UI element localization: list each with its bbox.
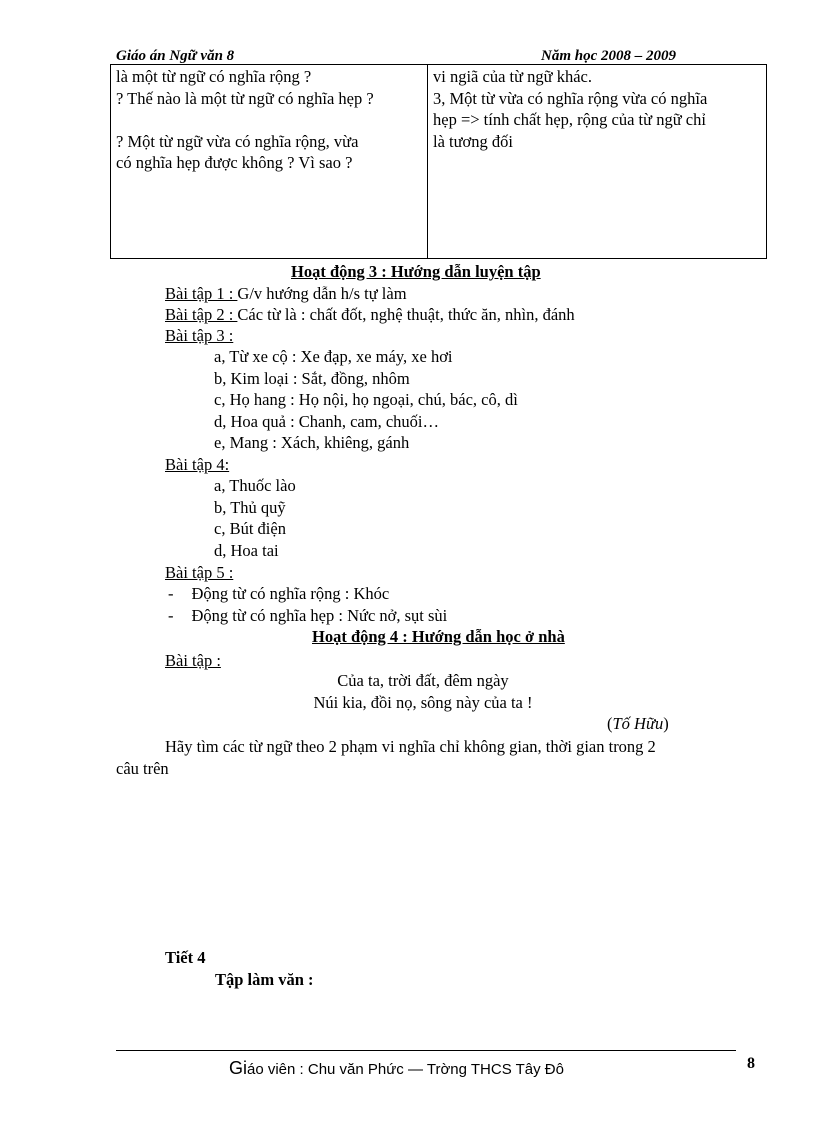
lesson-subject: Tập làm văn :: [215, 970, 314, 989]
table-right-line: là tương đối: [433, 131, 513, 151]
poem: [0, 670, 816, 713]
table-divider: [427, 64, 428, 259]
table-left-line: ? Một từ ngữ vừa có nghĩa rộng, vừa: [116, 131, 359, 151]
exercise-5-label: Bài tập 5 :: [165, 563, 234, 582]
list-item: c, Họ hang : Họ nội, họ ngoại, chú, bác, cô, dì: [214, 390, 518, 409]
activity4-title: Hoạt động 4 : Hướng dẫn học ở nhà: [312, 627, 565, 646]
homework-task-line-1: Hãy tìm các từ ngữ theo 2 phạm vi nghĩa chỉ không gian, thời gian trong 2: [165, 737, 656, 756]
exercise-1-label: Bài tập 1 :: [165, 284, 238, 303]
exercise-1-text: G/v hướng dẫn h/s tự làm: [237, 284, 407, 303]
lesson-period: Tiết 4: [165, 948, 206, 967]
footer-teacher: Giáo viên : Chu văn Phức — Trờng THCS Tây Đô: [229, 1058, 564, 1078]
list-item: d, Hoa quả : Chanh, cam, chuối…: [214, 411, 439, 431]
table-left-cell: [116, 66, 374, 174]
table-left-line: [116, 109, 374, 131]
poem-line: Của ta, trời đất, đêm ngày: [337, 671, 509, 690]
table-left-line: có nghĩa hẹp được không ? Vì sao ?: [116, 153, 353, 172]
table-right-line: hẹp => tính chất hẹp, rộng của từ ngữ chỉ: [433, 110, 706, 129]
homework-label: Bài tập :: [165, 651, 221, 670]
list-item: b, Kim loại : Sắt, đồng, nhôm: [214, 368, 410, 388]
header-rule: [110, 64, 766, 65]
table-left-line: là một từ ngữ có nghĩa rộng ?: [116, 67, 312, 86]
header-left: Giáo án Ngữ văn 8: [116, 48, 235, 64]
table-left-line: ? Thế nào là một từ ngữ có nghĩa hẹp ?: [116, 88, 374, 108]
exercise-2-text: Các từ là : chất đốt, nghệ thuật, thức ăn, nhìn, đánh: [237, 305, 575, 324]
footer-rule: [116, 1050, 736, 1051]
homework-task-line-2: câu trên: [116, 759, 169, 778]
list-item: d, Hoa tai: [214, 540, 279, 560]
dash-icon: -: [168, 584, 174, 603]
exercise-2: [165, 304, 575, 326]
exercise-3-items: [214, 346, 518, 454]
activity3-title: Hoạt động 3 : Hướng dẫn luyện tập: [291, 262, 541, 281]
table-right-cell: [433, 66, 707, 152]
header-right: Năm học 2008 – 2009: [541, 48, 676, 64]
exercise-4-items: [214, 475, 296, 561]
list-item: a, Từ xe cộ : Xe đạp, xe máy, xe hơi: [214, 347, 453, 366]
exercise-4-label: Bài tập 4:: [165, 455, 230, 474]
list-item: b, Thủ quỹ: [214, 497, 286, 517]
exercise-3-label: Bài tập 3 :: [165, 326, 234, 345]
list-item: c, Bút điện: [214, 519, 286, 538]
table-right-line: vi ngiã của từ ngữ khác.: [433, 67, 593, 86]
list-item: e, Mang : Xách, khiêng, gánh: [214, 433, 410, 452]
page-number: 8: [747, 1055, 755, 1072]
exercise-2-label: Bài tập 2 :: [165, 305, 238, 324]
table-right-line: 3, Một từ vừa có nghĩa rộng vừa có nghĩa: [433, 88, 708, 108]
poem-author: (Tố Hữu): [607, 714, 669, 733]
exercise-5-items: [168, 583, 447, 626]
list-item: a, Thuốc lào: [214, 476, 296, 495]
exercise-1: [165, 283, 407, 305]
dash-icon: -: [168, 605, 174, 625]
bullet-item: - Động từ có nghĩa rộng : Khóc: [168, 584, 390, 603]
bullet-item: - Động từ có nghĩa hẹp : Nức nở, sụt sùi: [168, 605, 448, 625]
poem-line: Núi kia, đồi nọ, sông này của ta !: [313, 692, 533, 712]
